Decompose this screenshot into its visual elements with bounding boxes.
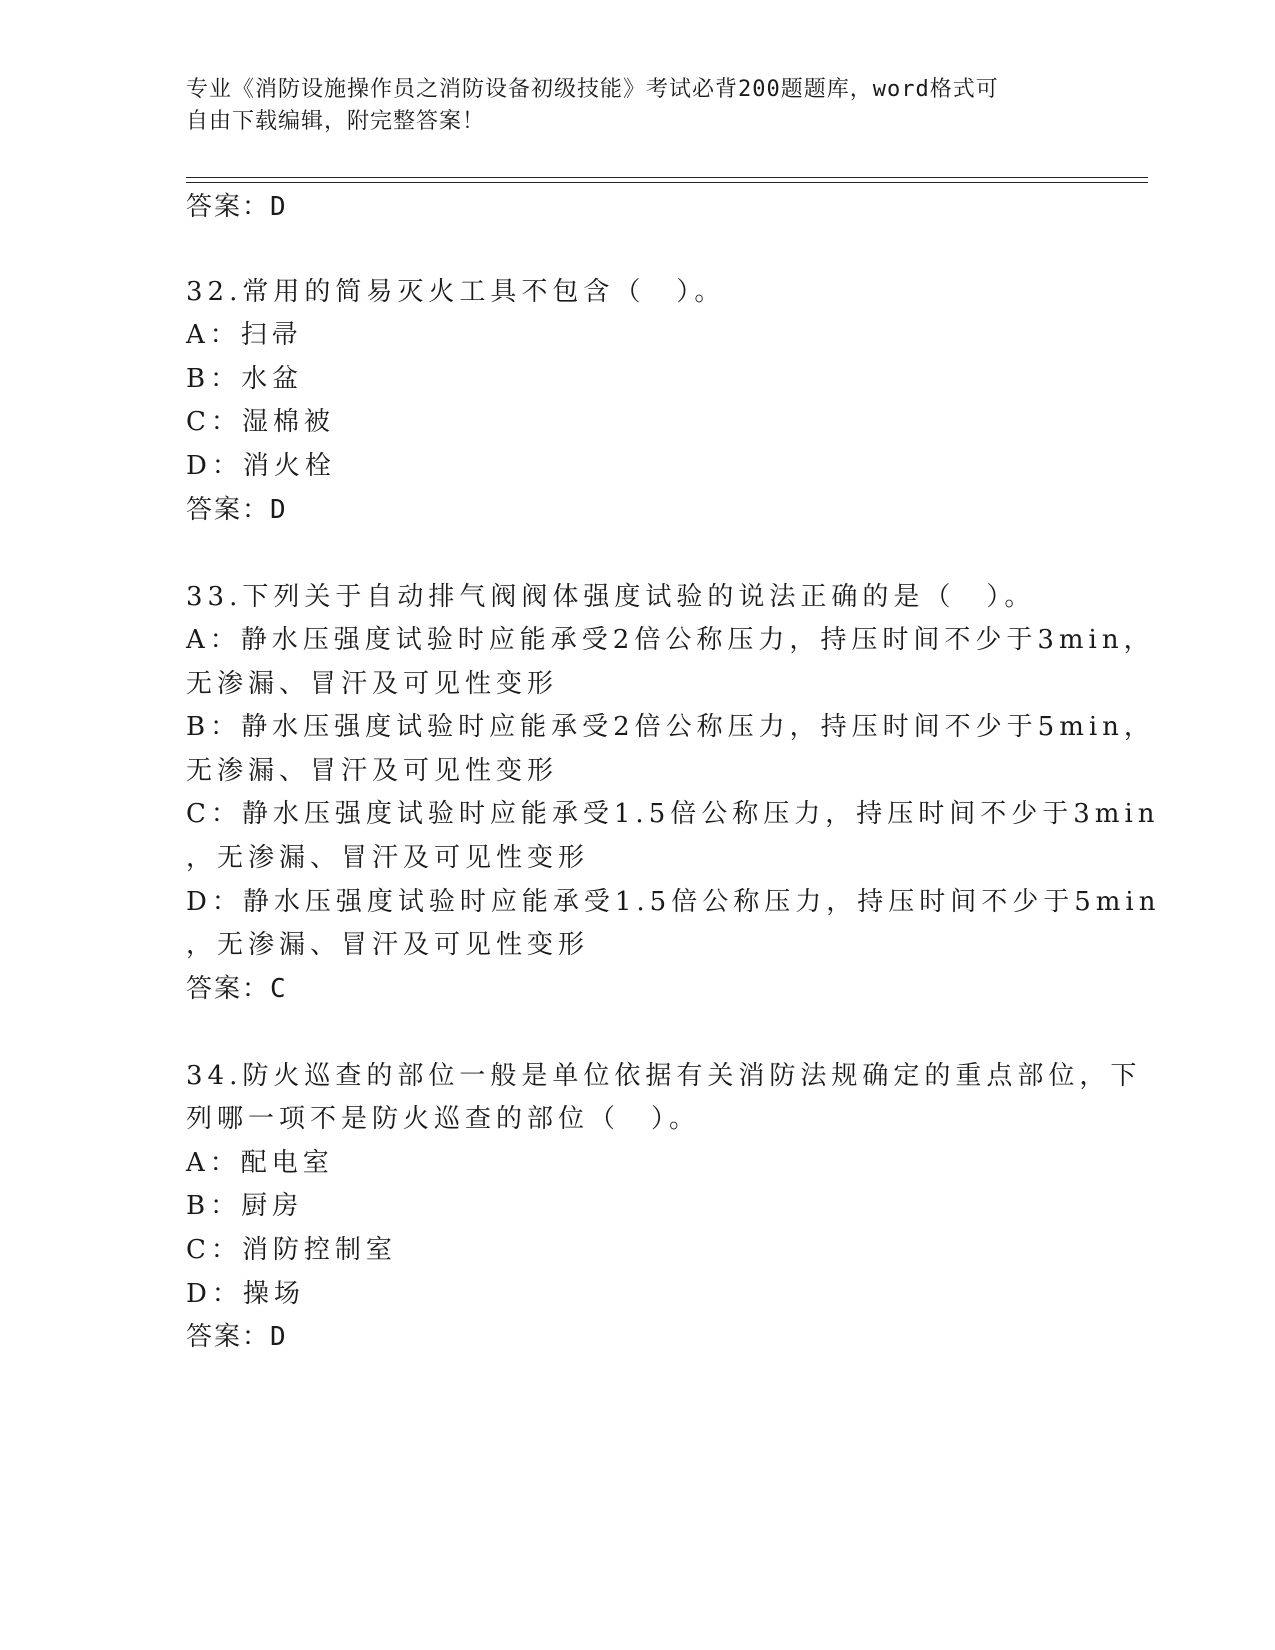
question-34-option-d: D：操场 [186, 1279, 305, 1309]
header-divider-bottom [186, 182, 1148, 183]
document-header [186, 74, 1066, 138]
question-33-option-d: D：静水压强度试验时应能承受1.5倍公称压力，持压时间不少于5min [186, 887, 1161, 917]
header-divider-top [186, 177, 1148, 178]
question-33-option-a-cont: 无渗漏、冒汗及可见性变形 [186, 669, 559, 699]
question-32-option-b: B：水盆 [186, 364, 304, 394]
question-33-option-b-cont: 无渗漏、冒汗及可见性变形 [186, 756, 559, 786]
header-line-2: 自由下载编辑，附完整答案！ [186, 109, 486, 134]
question-33-option-d-cont: ，无渗漏、冒汗及可见性变形 [186, 930, 590, 960]
question-32-option-d: D：消火栓 [186, 451, 336, 481]
question-33-option-b: B：静水压强度试验时应能承受2倍公称压力，持压时间不少于5min， [186, 712, 1155, 742]
question-34-option-a: A：配电室 [186, 1148, 334, 1178]
question-34-option-b: B：厨房 [186, 1191, 304, 1221]
question-33-answer: 答案：C [186, 974, 288, 1004]
question-32-option-c: C：湿棉被 [186, 407, 335, 437]
question-34-answer: 答案：D [186, 1322, 288, 1352]
question-33-option-a: A：静水压强度试验时应能承受2倍公称压力，持压时间不少于3min， [186, 625, 1155, 655]
question-33-option-c-cont: ，无渗漏、冒汗及可见性变形 [186, 843, 590, 873]
question-34-stem-cont: 列哪一项不是防火巡查的部位（ ）。 [186, 1104, 701, 1134]
question-32-option-a: A：扫帚 [186, 320, 303, 350]
question-33-stem: 33.下列关于自动排气阀阀体强度试验的说法正确的是（ ）。 [186, 582, 1036, 612]
question-32-answer: 答案：D [186, 495, 288, 525]
question-32-stem: 32.常用的简易灭火工具不包含（ ）。 [186, 277, 726, 307]
question-33-option-c: C：静水压强度试验时应能承受1.5倍公称压力，持压时间不少于3min [186, 799, 1160, 829]
previous-answer: 答案：D [186, 192, 288, 222]
question-34-stem: 34.防火巡查的部位一般是单位依据有关消防法规确定的重点部位，下 [186, 1061, 1142, 1091]
question-34-option-c: C：消防控制室 [186, 1235, 397, 1265]
header-line-1: 专业《消防设施操作员之消防设备初级技能》考试必背200题题库，word格式可 [186, 77, 999, 102]
